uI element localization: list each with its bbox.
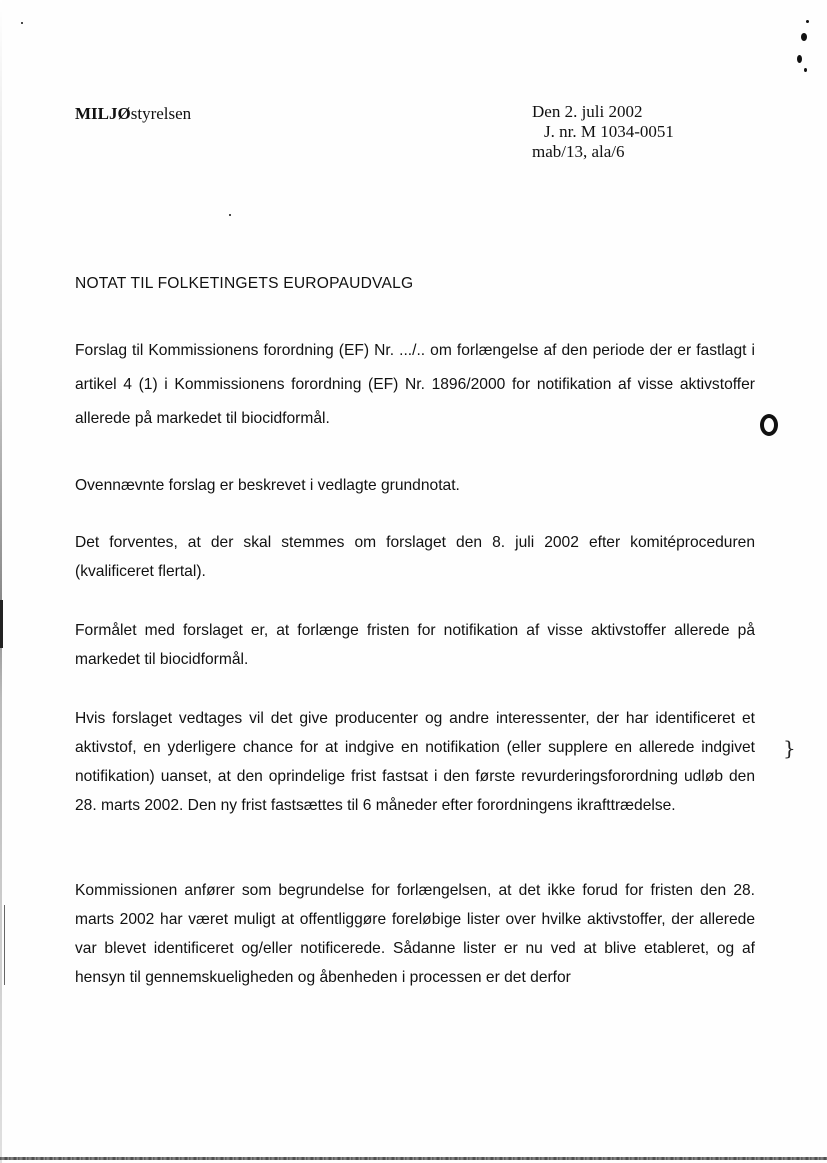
- scan-speck: [797, 55, 802, 63]
- scan-edge-left: [0, 0, 2, 1163]
- scan-speck: [21, 22, 23, 24]
- scan-edge-mark: [0, 600, 3, 648]
- reference-initials: mab/13, ala/6: [532, 142, 625, 161]
- document-meta: [532, 102, 674, 162]
- paragraph: Kommissionen anfører som begrundelse for forlængelsen, at det ikke forud for fristen den 28. marts 2002 har været muligt at offentliggøre foreløbige lister over hvilke aktivstoffer, der allerede var blevet identificeret og/eller notificerede. Sådanne lister er nu ved at blive etableret, og af hensyn til gennemskueligheden og åbenheden i processen er det derfor: [75, 882, 755, 986]
- scan-speck: [804, 68, 807, 72]
- punch-hole-mark: [760, 414, 778, 436]
- paragraph: Forslag til Kommissionens forordning (EF) Nr. .../.. om forlængelse af den periode der er fastlagt i artikel 4 (1) i Kommissionens forordning (EF) Nr. 1896/2000 for notifikation af visse aktivstoffer allerede på markedet til biocidformål.: [75, 342, 755, 427]
- scan-bottom-edge: [0, 1157, 827, 1160]
- document-date: Den 2. juli 2002: [532, 102, 643, 121]
- scan-edge-mark-lower: [4, 905, 5, 985]
- scan-speck: [801, 33, 807, 41]
- scan-speck: [806, 20, 809, 23]
- paragraph: Ovennævnte forslag er beskrevet i vedlagte grundnotat.: [75, 477, 460, 494]
- paragraph: Formålet med forslaget er, at forlænge fristen for notifikation af visse aktivstoffer allerede på markedet til biocidformål.: [75, 622, 755, 668]
- journal-number: J. nr. M 1034-0051: [544, 122, 674, 141]
- scan-brace-mark: }: [783, 736, 796, 760]
- scan-speck: [229, 214, 231, 216]
- org-name-bold: MILJØ: [75, 104, 131, 123]
- org-name-rest: styrelsen: [130, 104, 192, 123]
- organization-name: [75, 104, 191, 124]
- paragraph: Hvis forslaget vedtages vil det give producenter og andre interessenter, der har identificeret et aktivstof, en yderligere chance for at indgive en notifikation (eller supplere en allerede indgivet notifikation) uanset, at den oprindelige frist fastsat i den første revurderingsforordning udløb den 28. marts 2002. Den ny frist fastsættes til 6 måneder efter forordningens ikrafttrædelse.: [75, 710, 755, 814]
- document-heading: NOTAT TIL FOLKETINGETS EUROPAUDVALG: [75, 275, 414, 292]
- paragraph: Det forventes, at der skal stemmes om forslaget den 8. juli 2002 efter komitéproceduren (kvalificeret flertal).: [75, 534, 755, 580]
